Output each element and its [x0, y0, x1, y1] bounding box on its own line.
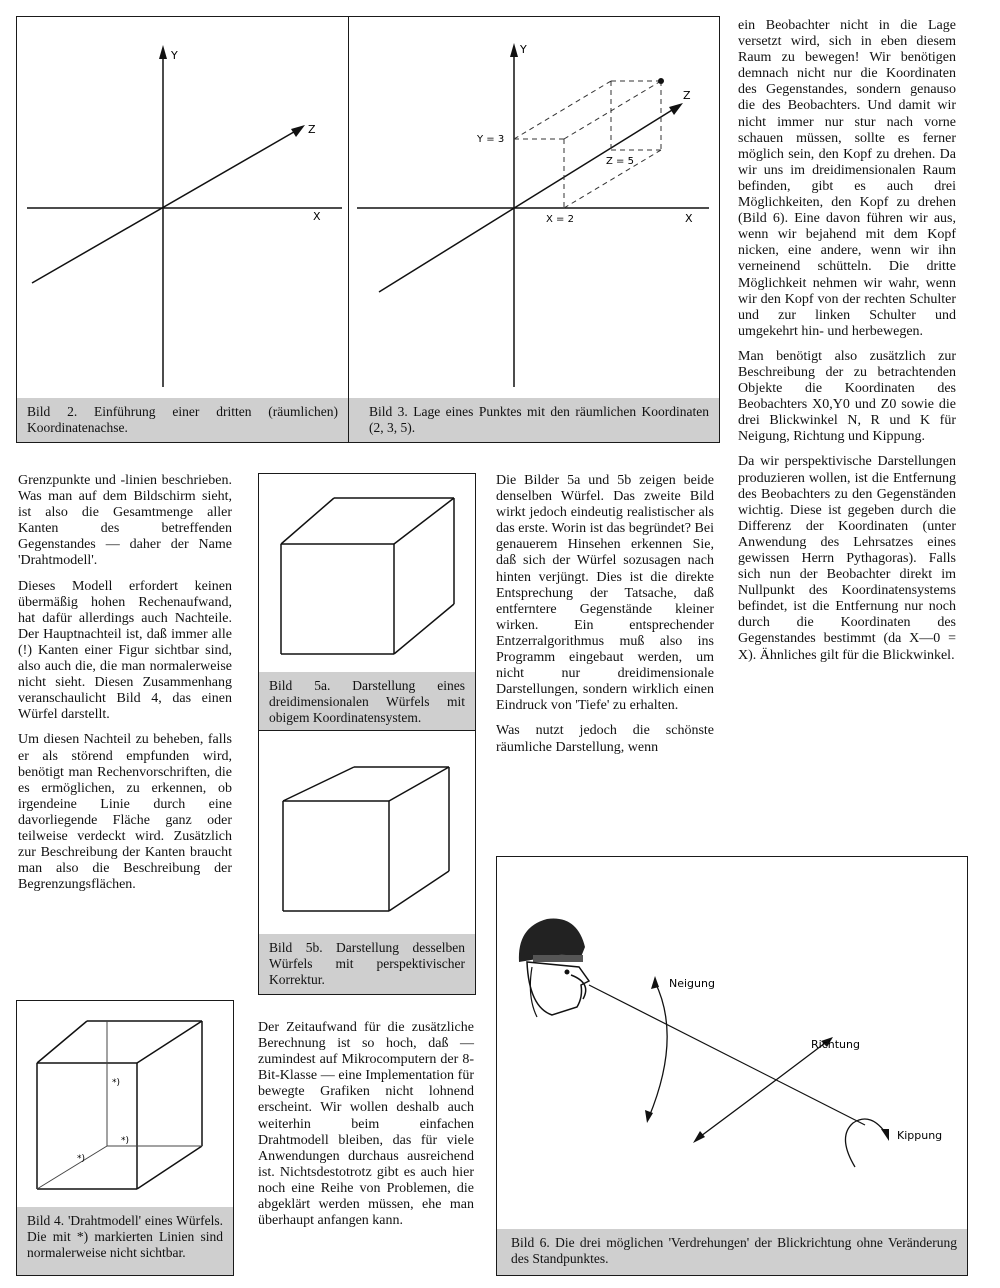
col4-paragraph-3: Da wir perspektivische Darstellungen produzieren wollen, ist die Entfernung des Beobachters zu den Gegenständen wichtig. Diese ist gegeben durch die Differenz der Koordinaten (unter Anwendung des Lehrsatzes eines gewissen Herrn Pythagoras). Falls sich nun der Beobachter direkt im Nullpunkt des Koordinatensystems befindet, ist die Entfernung nur noch durch die Koordinaten des Gegenstandes bestimmt (da X—0 = X). Ähnliches gilt für die Blickwinkel. — [738, 454, 956, 663]
bild5a-cube — [259, 474, 475, 674]
col1-paragraph-2: Dieses Modell erfordert keinen übermäßig hohen Rechenaufwand, hat dafür allerdings auch Nachteile. Der Hauptnachteil ist, daß immer alle (!) Kanten einer Figur sichtbar sind, also auch die, die man normalerweise nicht sieht. Diesen Zusammenhang veranschaulicht Bild 4, das einen Würfel darstellt. — [18, 578, 232, 723]
bild4-caption: Bild 4. 'Drahtmodell' eines Würfels. Die mit *) markierten Linien sind normalerweise nicht sichtbar. — [17, 1207, 233, 1275]
z-axis — [379, 107, 677, 292]
point-2-3-5 — [658, 78, 664, 84]
neigung-arrow-bottom — [645, 1110, 653, 1123]
neigung-arc — [649, 982, 667, 1117]
col2-paragraph-1: Der Zeitaufwand für die zusätzliche Berechnung ist so hoch, daß — zumindest auf Mikrocomputern der 8-Bit-Klasse — eine Implementation für bewegte Grafiken nicht lohnend erscheint. Wir wollen deshalb auch weiterhin beim einfachen Drahtmodell bleiben, das für viele Anwendungen durchaus ausreichend ist. Nichtsdestotrotz gibt es auch hier noch eine Reihe von Problemen, die abgeklärt werden müssen, ehe man überhaupt anfangen kann. — [258, 1020, 474, 1229]
figure-bild5a — [258, 473, 476, 731]
hidden-marker-2: *) — [121, 1136, 130, 1146]
col4-paragraph-2: Man benötigt also zusätzlich zur Beschreibung der zu betrachtenden Objekte die Koordinaten des Beobachters X0,Y0 und Z0 sowie die drei Blickwinkel N, R und K für Neigung, Richtung und Kippung. — [738, 348, 956, 445]
col1-paragraph-1: Grenzpunkte und -linien beschrieben. Was man auf dem Bildschirm sieht, ist also die Gesamtmenge aller Kanten des betreffenden Gegenstandes — daher der Name 'Drahtmodell'. — [18, 473, 232, 569]
observer-head-icon — [519, 919, 589, 1017]
y-axis-arrow — [159, 45, 167, 59]
label-neigung: Neigung — [669, 977, 715, 990]
coordinate-box-dashed-lines — [514, 81, 661, 208]
label-y-3: Y = 3 — [477, 134, 505, 145]
y-axis-label: Y — [520, 43, 527, 56]
z-axis — [32, 129, 299, 283]
bild3-caption: Bild 3. Lage eines Punktes mit den räumlichen Koordinaten (2, 3, 5). — [349, 398, 719, 442]
z-axis-label: Z — [308, 123, 316, 136]
bild3-point-diagram — [349, 17, 719, 397]
label-x-2: X = 2 — [546, 214, 574, 225]
kippung-arrow — [881, 1129, 889, 1141]
bild2-axes-diagram — [17, 17, 348, 397]
z-axis-arrow — [291, 125, 305, 137]
bild2-caption: Bild 2. Einführung einer dritten (räumlichen) Koordinatenachse. — [17, 398, 348, 442]
label-z-5: Z = 5 — [606, 156, 634, 167]
bild5a-caption: Bild 5a. Darstellung eines dreidimensionalen Würfels mit obigem Koordinatensystem. — [259, 672, 475, 730]
column-2-text — [258, 1020, 474, 1238]
label-richtung: Richtung — [811, 1038, 860, 1051]
col1-paragraph-3: Um diesen Nachteil zu beheben, falls er als störend empfunden wird, benötigt man Rechenvorschriften, die es ermöglichen, zu erkennen, ob irgendeine Linie durch eine davorliegende Fläche ganz oder teilweise verdeckt wird. Zusätzlich zur Beschreibung der Kanten braucht man also die Beschreibung der Begrenzungsflächen. — [18, 732, 232, 893]
kippung-arc — [845, 1119, 887, 1167]
col3-paragraph-2: Was nutzt jedoch die schönste räumliche Darstellung, wenn — [496, 723, 714, 755]
figure-bild2 — [16, 16, 349, 443]
hidden-marker-1: *) — [112, 1078, 121, 1088]
hidden-marker-3: *) — [77, 1154, 86, 1164]
y-axis-arrow — [510, 43, 518, 57]
figure-bild6 — [496, 856, 968, 1276]
y-axis-label: Y — [171, 49, 178, 62]
z-axis-label: Z — [683, 89, 691, 102]
cube-hidden-edges — [37, 1021, 202, 1189]
line-of-sight — [589, 985, 865, 1125]
column-3-text — [496, 473, 714, 765]
col4-paragraph-1: ein Beobachter nicht in die Lage versetzt wird, sich in eben diesem Raum zu bewegen! Wir benötigen demnach nicht nur die Koordinaten des Gegenstandes, sondern genauso die des Beobachters. Und damit wir nicht immer nur stur nach vorne schauen müssen, sollte es ferner möglich sein, den Kopf zu drehen. Da wir uns im dreidimensionalen Raum befinden, gibt es auch drei Möglichkeiten, den Kopf zu drehen (Bild 6). Eine davon führen wir aus, wenn wir bejahend mit dem Kopf nicken, eine andere, wenn wir ihn verneinend schütteln. Die dritte Möglichkeit nehmen wir wahr, wenn wir den Kopf von der rechten Schulter und zur linken Schulter und umgekehrt hin- und herbewegen. — [738, 18, 956, 339]
richtung-arrow-left — [693, 1131, 705, 1143]
figure-bild3 — [348, 16, 720, 443]
x-axis-label: X — [685, 212, 693, 225]
col3-paragraph-1: Die Bilder 5a und 5b zeigen beide denselben Würfel. Das zweite Bild wirkt jedoch eindeutig realistischer als das erste. Worin ist das begründet? Bei genauerem Hinsehen erkennen Sie, daß sich der Würfel sozusagen nach hinten verjüngt. Dies ist die direkte Entsprechung der Tatsache, daß entferntere Gegenstände kleiner wirken. Ein entsprechender Entzerralgorithmus muß also ins Programm eingebaut werden, um nicht nur dreidimensionale Darstellungen, sondern wirklich einen Eindruck von 'Tiefe' zu erhalten. — [496, 473, 714, 714]
bild4-wireframe-cube — [17, 1001, 233, 1209]
column-1-text — [18, 473, 232, 902]
column-4-text — [738, 18, 956, 673]
cube-visible-edges — [37, 1021, 202, 1189]
z-axis-arrow — [669, 103, 683, 115]
richtung-arc — [697, 1040, 829, 1139]
bild6-caption: Bild 6. Die drei möglichen 'Verdrehungen' der Blickrichtung ohne Veränderung des Standpunktes. — [497, 1229, 967, 1275]
bild5b-caption: Bild 5b. Darstellung desselben Würfels mit perspektivischer Korrektur. — [259, 934, 475, 994]
bild5b-perspective-cube — [259, 731, 475, 931]
figure-bild4 — [16, 1000, 234, 1276]
label-kippung: Kippung — [897, 1129, 943, 1142]
x-axis-label: X — [313, 210, 321, 223]
figure-bild5b — [258, 730, 476, 995]
neigung-arrow-top — [651, 976, 659, 989]
bild6-head-rotation-diagram — [497, 857, 967, 1227]
